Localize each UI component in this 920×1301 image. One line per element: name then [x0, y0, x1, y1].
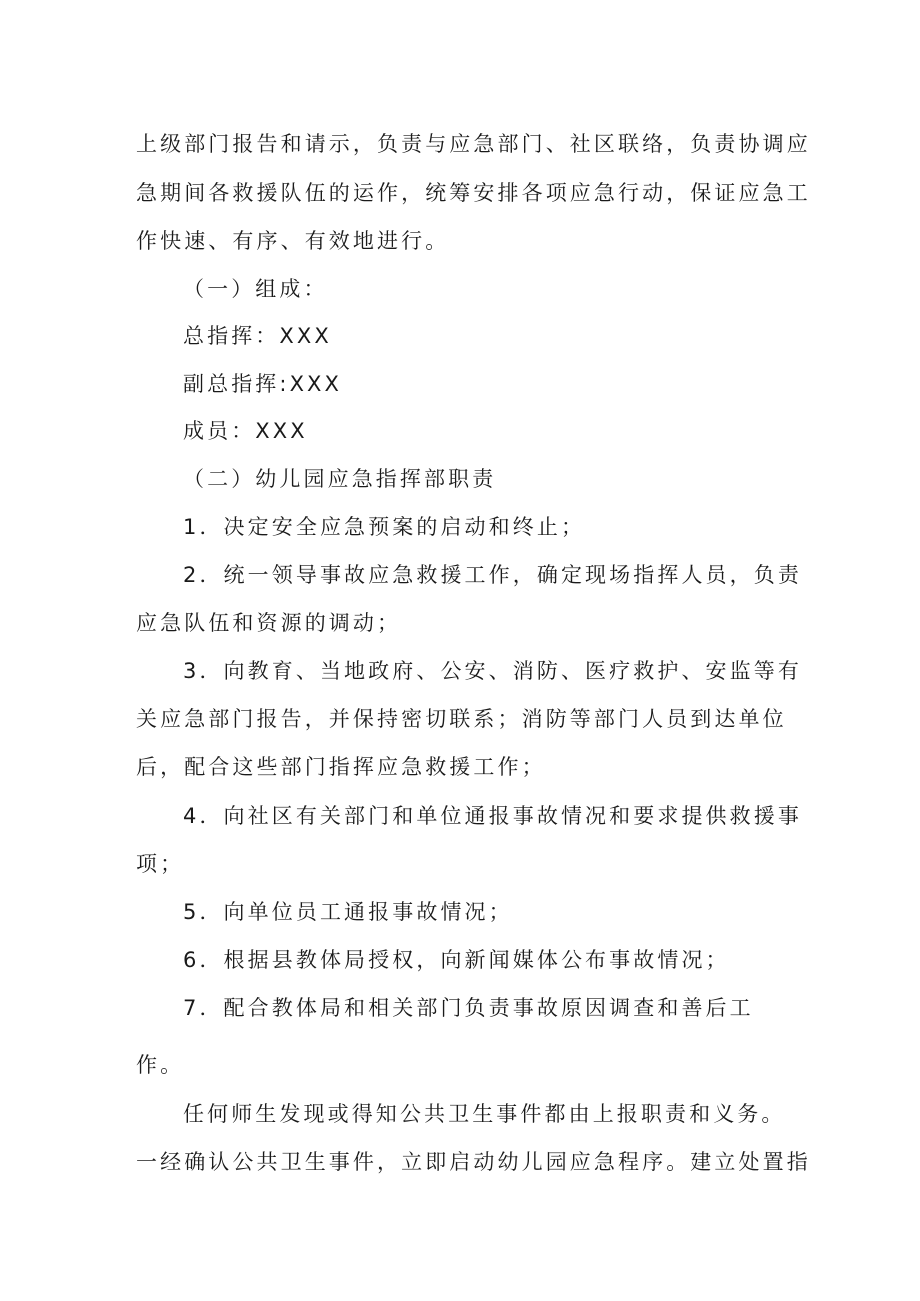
duty-item-line: 后，配合这些部门指挥应急救援工作；	[136, 755, 546, 779]
duty-item-line: 关应急部门报告，并保持密切联系；消防等部门人员到达单位	[136, 707, 787, 731]
duty-item-line: 4．向社区有关部门和单位通报事故情况和要求提供救援事	[183, 804, 802, 828]
section-heading: （一）组成：	[183, 277, 328, 301]
body-paragraph-line: 作快速、有序、有效地进行。	[136, 229, 450, 253]
member-line: 总指挥：XXX	[183, 324, 332, 348]
body-paragraph-line: 急期间各救援队伍的运作，统筹安排各项应急行动，保证应急工	[136, 181, 811, 205]
member-line: 成员：XXX	[183, 419, 308, 443]
duty-item-line: 7．配合教体局和相关部门负责事故原因调查和善后工	[183, 996, 754, 1020]
duty-item-line: 项；	[136, 852, 185, 876]
duty-item-line: 应急队伍和资源的调动；	[136, 611, 402, 635]
body-paragraph-line: 上级部门报告和请示，负责与应急部门、社区联络，负责协调应	[136, 132, 811, 156]
duty-item-line: 1．决定安全应急预案的启动和终止；	[183, 515, 586, 539]
body-paragraph-line: 一经确认公共卫生事件，立即启动幼儿园应急程序。建立处置指	[136, 1150, 811, 1174]
body-paragraph-line: 任何师生发现或得知公共卫生事件都由上报职责和义务。	[183, 1102, 786, 1126]
duty-item-line: 2．统一领导事故应急救援工作，确定现场指挥人员，负责	[183, 563, 802, 587]
duty-item-line: 3．向教育、当地政府、公安、消防、医疗救护、安监等有	[183, 659, 802, 683]
duty-item-line: 5．向单位员工通报事故情况；	[183, 900, 513, 924]
member-line: 副总指挥:XXX	[183, 372, 343, 396]
section-heading: （二）幼儿园应急指挥部职责	[183, 467, 497, 491]
duty-item-line: 作。	[136, 1053, 185, 1077]
duty-item-line: 6．根据县教体局授权，向新闻媒体公布事故情况；	[183, 948, 730, 972]
